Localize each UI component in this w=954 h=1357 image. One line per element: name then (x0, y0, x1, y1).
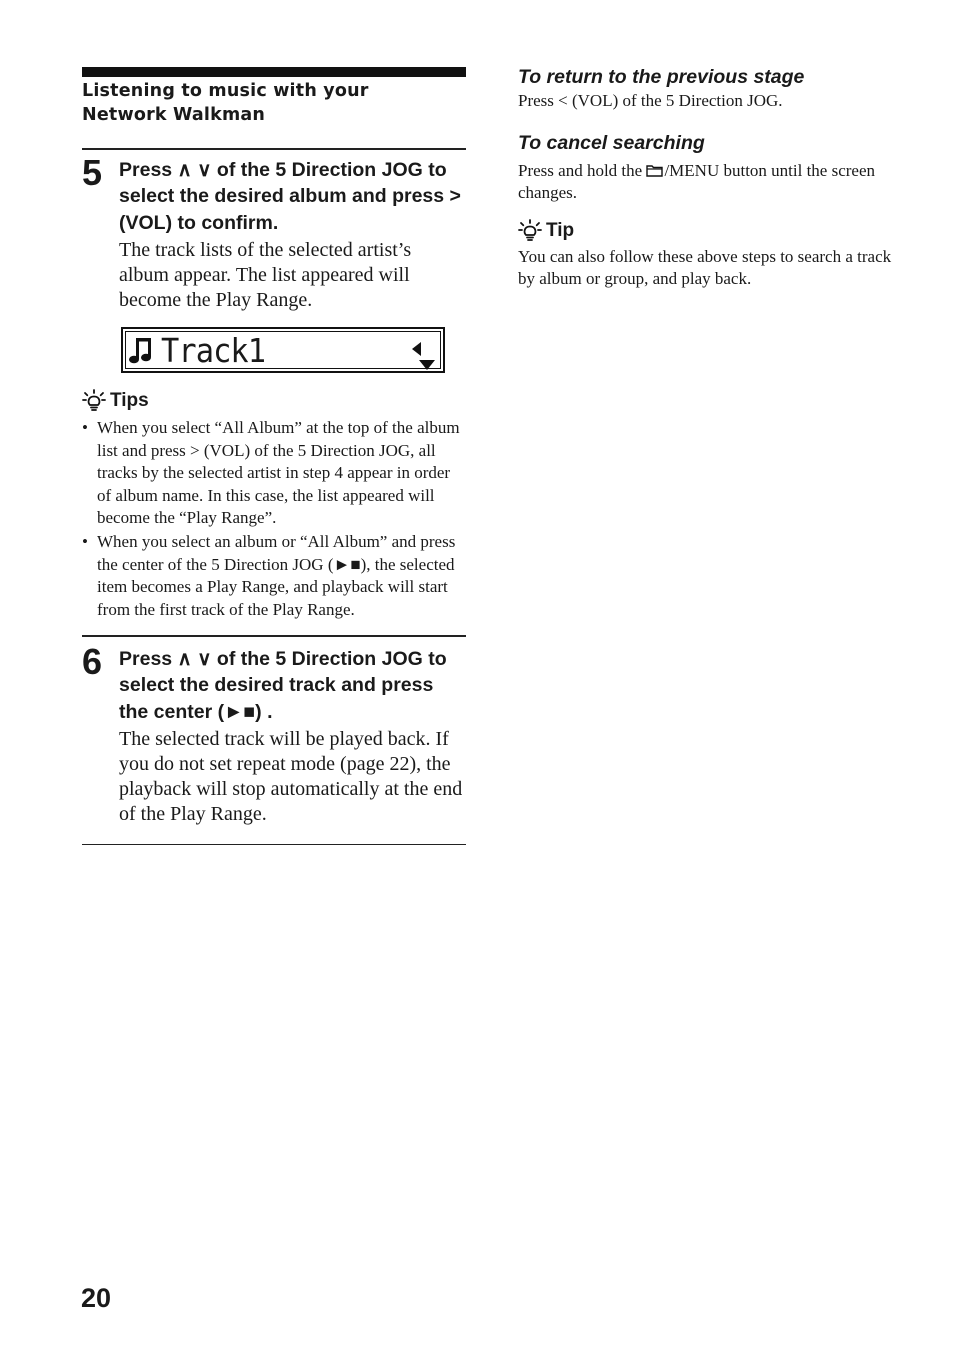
step-body: The track lists of the selected artist’s album appear. The list appeared will become the Play Range. (119, 239, 412, 311)
tips-heading: Tips (82, 389, 466, 413)
lcd-display (121, 327, 445, 373)
left-arrow-icon (412, 342, 421, 356)
step-5 (82, 151, 466, 374)
section-top-bar (82, 67, 466, 77)
right-column (518, 64, 898, 291)
divider (82, 844, 466, 845)
folder-icon (646, 164, 663, 177)
step-number: 6 (82, 640, 103, 682)
lightbulb-icon (518, 219, 542, 243)
tip-heading: Tip (518, 219, 898, 243)
cancel-search-body: Press and hold the /MENU button until the screen changes. (518, 160, 876, 202)
step-number: 5 (82, 151, 103, 193)
music-note-icon (129, 333, 153, 367)
return-stage-body: Press < (VOL) of the 5 Direction JOG. (518, 91, 783, 110)
tip-body: You can also follow these above steps to search a track by album or group, and play back. (518, 246, 892, 288)
step-heading: Press ∧ ∨ of the 5 Direction JOG to select the desired album and press > (VOL) to confirm. (119, 158, 461, 234)
divider (82, 635, 466, 637)
lcd-track-text: Track1 (161, 331, 266, 370)
tips-list (82, 417, 466, 621)
return-stage-heading: To return to the previous stage (518, 66, 805, 88)
cancel-search-heading: To cancel searching (518, 131, 705, 154)
down-arrow-icon (419, 360, 435, 370)
tip-item: • When you select an album or “All Album” and press the center of the 5 Direction JOG (►■), the selected item becomes a Play Range, and playback will start from the first track of the Play Range. (82, 531, 466, 621)
page-number: 20 (81, 1283, 112, 1313)
lightbulb-icon (82, 389, 106, 413)
divider (82, 148, 466, 150)
section-title: Listening to music with your Network Walkman (82, 81, 369, 125)
left-column (82, 67, 466, 845)
step-heading: Press ∧ ∨ of the 5 Direction JOG to select the desired track and press the center (►■) . (119, 647, 447, 723)
tips-box (82, 389, 466, 621)
step-body: The selected track will be played back. If you do not set repeat mode (page 22), the playback will stop automatically at the end of the Play Range. (119, 728, 463, 825)
tip-item: • When you select “All Album” at the top of the album list and press > (VOL) of the 5 Direction JOG, all tracks by the selected artist in step 4 appear in order of album name. In this case, the list appeared will become the “Play Range”. (82, 417, 466, 530)
step-6 (82, 640, 466, 828)
